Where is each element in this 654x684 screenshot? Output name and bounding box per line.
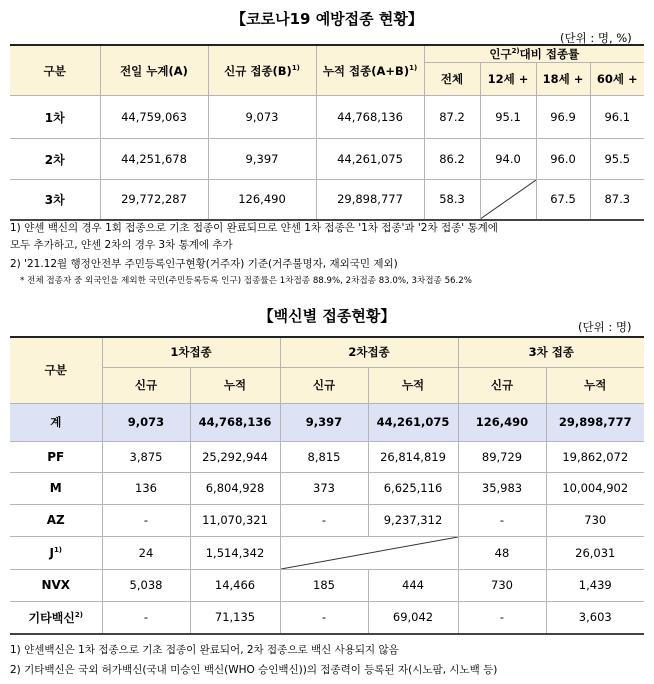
cell-n1: 24	[102, 536, 190, 569]
cell-a60: 96.1	[590, 96, 644, 139]
cell-c1: 14,466	[190, 569, 280, 601]
cell-c2: 6,625,116	[368, 472, 458, 504]
covid-note-1: 1) 얀센 백신의 경우 1회 접종으로 기초 접종이 완료되므로 얀센 1차 접종은 '1차 접종'과 '2차 접종' 통계에	[10, 222, 498, 234]
cell-c3: 19,862,072	[546, 441, 644, 472]
table-row	[10, 569, 644, 601]
cell-n1: 5,038	[102, 569, 190, 601]
cell-c2: 26,814,819	[368, 441, 458, 472]
cell-c2: 9,237,312	[368, 504, 458, 536]
header-cum: 누적	[546, 367, 644, 403]
cell-c1: 25,292,944	[190, 441, 280, 472]
cell-a12: 95.1	[480, 96, 536, 139]
cell-a18: 67.5	[536, 180, 590, 220]
cell-n2: -	[280, 601, 368, 634]
cell-c3: 3,603	[546, 601, 644, 634]
cell-a12: 94.0	[480, 139, 536, 180]
cell-c3: 730	[546, 504, 644, 536]
cell-a18: 96.0	[536, 139, 590, 180]
cell-n1: 3,875	[102, 441, 190, 472]
cell-n2: 8,815	[280, 441, 368, 472]
cell-prev: 44,759,063	[100, 96, 208, 139]
cell-n3: -	[458, 601, 546, 634]
row-label: 3차	[10, 180, 100, 220]
row-label: 1차	[10, 96, 100, 139]
row-label: $J^{1)}$	[10, 536, 102, 569]
cell-n3: 730	[458, 569, 546, 601]
cell-n2: 9,397	[280, 403, 368, 441]
cell-c3: 26,031	[546, 536, 644, 569]
cell-n3: 89,729	[458, 441, 546, 472]
cell-n1: -	[102, 601, 190, 634]
cell-all: 87.2	[424, 96, 480, 139]
header-category: 구분	[10, 45, 100, 96]
covid-vaccination-table	[10, 44, 644, 221]
cell-n3: 126,490	[458, 403, 546, 441]
cell-c1: 71,135	[190, 601, 280, 634]
header-new: 신규	[280, 367, 368, 403]
cell-c2: 69,042	[368, 601, 458, 634]
header-dose1: 1차접종	[102, 337, 280, 367]
cell-all: 86.2	[424, 139, 480, 180]
row-label: 2차	[10, 139, 100, 180]
covid-note-star: * 전체 접종자 중 외국인을 제외한 국민(주민등록등록 인구) 접종률은 1차접종 88.9%, 2차접종 83.0%, 3차접종 56.2%	[20, 276, 472, 286]
cell-cum: 44,768,136	[316, 96, 424, 139]
cell-c1: 11,070,321	[190, 504, 280, 536]
header-cum: 누적	[368, 367, 458, 403]
cell-n3: -	[458, 504, 546, 536]
row-label: 기타백신$^{2)}$	[10, 601, 102, 634]
cell-n1: -	[102, 504, 190, 536]
cell-new: 9,397	[208, 139, 316, 180]
covid-note-1b: 모두 추가하고, 얀센 2차의 경우 3차 통계에 추가	[10, 239, 233, 251]
cell-a60: 95.5	[590, 139, 644, 180]
cell-cum: 44,261,075	[316, 139, 424, 180]
header-category: 구분	[10, 337, 102, 403]
cell-n2: 185	[280, 569, 368, 601]
table-row	[10, 180, 644, 220]
header-dose2: 2차접종	[280, 337, 458, 367]
cell-c1: 1,514,342	[190, 536, 280, 569]
vaccine-note-2: 2) 기타백신은 국외 허가백신(국내 미승인 백신(WHO 승인백신))의 접종력이 등록된 자(시노팜, 시노백 등)	[10, 664, 498, 676]
cell-a18: 96.9	[536, 96, 590, 139]
header-prev-total: 전일 누계(A)	[100, 45, 208, 96]
diagonal-empty-cell	[280, 536, 458, 569]
header-all: 전체	[424, 63, 480, 96]
header-age60: 60세 +	[590, 63, 644, 96]
cell-c2: 444	[368, 569, 458, 601]
cell-n3: 48	[458, 536, 546, 569]
table-row	[10, 472, 644, 504]
covid-unit: (단위 : 명, %)	[560, 31, 632, 45]
cell-c3: 29,898,777	[546, 403, 644, 441]
header-cumulative: 누적 접종$(A+B)^{1)}$	[316, 45, 424, 96]
cell-n1: 136	[102, 472, 190, 504]
vaccine-note-1: 1) 얀센백신은 1차 접종으로 기초 접종이 완료되어, 2차 접종으로 백신 사용되지 않음	[10, 644, 399, 656]
cell-new: 126,490	[208, 180, 316, 220]
cell-n2: 373	[280, 472, 368, 504]
row-label: NVX	[10, 569, 102, 601]
table-row-total	[10, 403, 644, 441]
header-age18: 18세 +	[536, 63, 590, 96]
header-new: 신규	[458, 367, 546, 403]
cell-new: 9,073	[208, 96, 316, 139]
vaccine-unit: (단위 : 명)	[578, 320, 632, 334]
table-row	[10, 96, 644, 139]
covid-title: 【코로나19 예방접종 현황】	[231, 10, 423, 28]
covid-note-2: 2) '21.12월 행정안전부 주민등록인구현황(거주자) 기준(거주불명자, 재외국민 제외)	[10, 258, 398, 270]
vaccine-table	[10, 336, 644, 635]
cell-c1: 6,804,928	[190, 472, 280, 504]
header-age12: 12세 +	[480, 63, 536, 96]
vaccine-title: 【백신별 접종현황】	[258, 307, 396, 325]
row-label: 계	[10, 403, 102, 441]
cell-n1: 9,073	[102, 403, 190, 441]
header-new: 신규	[102, 367, 190, 403]
cell-n3: 35,983	[458, 472, 546, 504]
cell-prev: 29,772,287	[100, 180, 208, 220]
diagonal-empty-cell	[480, 180, 536, 220]
cell-cum: 29,898,777	[316, 180, 424, 220]
header-new: 신규 접종$(B)^{1)}$	[208, 45, 316, 96]
cell-c3: 10,004,902	[546, 472, 644, 504]
cell-c1: 44,768,136	[190, 403, 280, 441]
table-row	[10, 536, 644, 569]
cell-n2: -	[280, 504, 368, 536]
table-row	[10, 441, 644, 472]
row-label: M	[10, 472, 102, 504]
cell-all: 58.3	[424, 180, 480, 220]
cell-a60: 87.3	[590, 180, 644, 220]
row-label: PF	[10, 441, 102, 472]
table-row	[10, 139, 644, 180]
row-label: AZ	[10, 504, 102, 536]
cell-prev: 44,251,678	[100, 139, 208, 180]
cell-c2: 44,261,075	[368, 403, 458, 441]
table-row	[10, 601, 644, 634]
header-dose3: 3차 접종	[458, 337, 644, 367]
header-pop-rate: 인구$^{2)}$대비 접종률	[424, 45, 644, 63]
header-cum: 누적	[190, 367, 280, 403]
table-row	[10, 504, 644, 536]
cell-c3: 1,439	[546, 569, 644, 601]
